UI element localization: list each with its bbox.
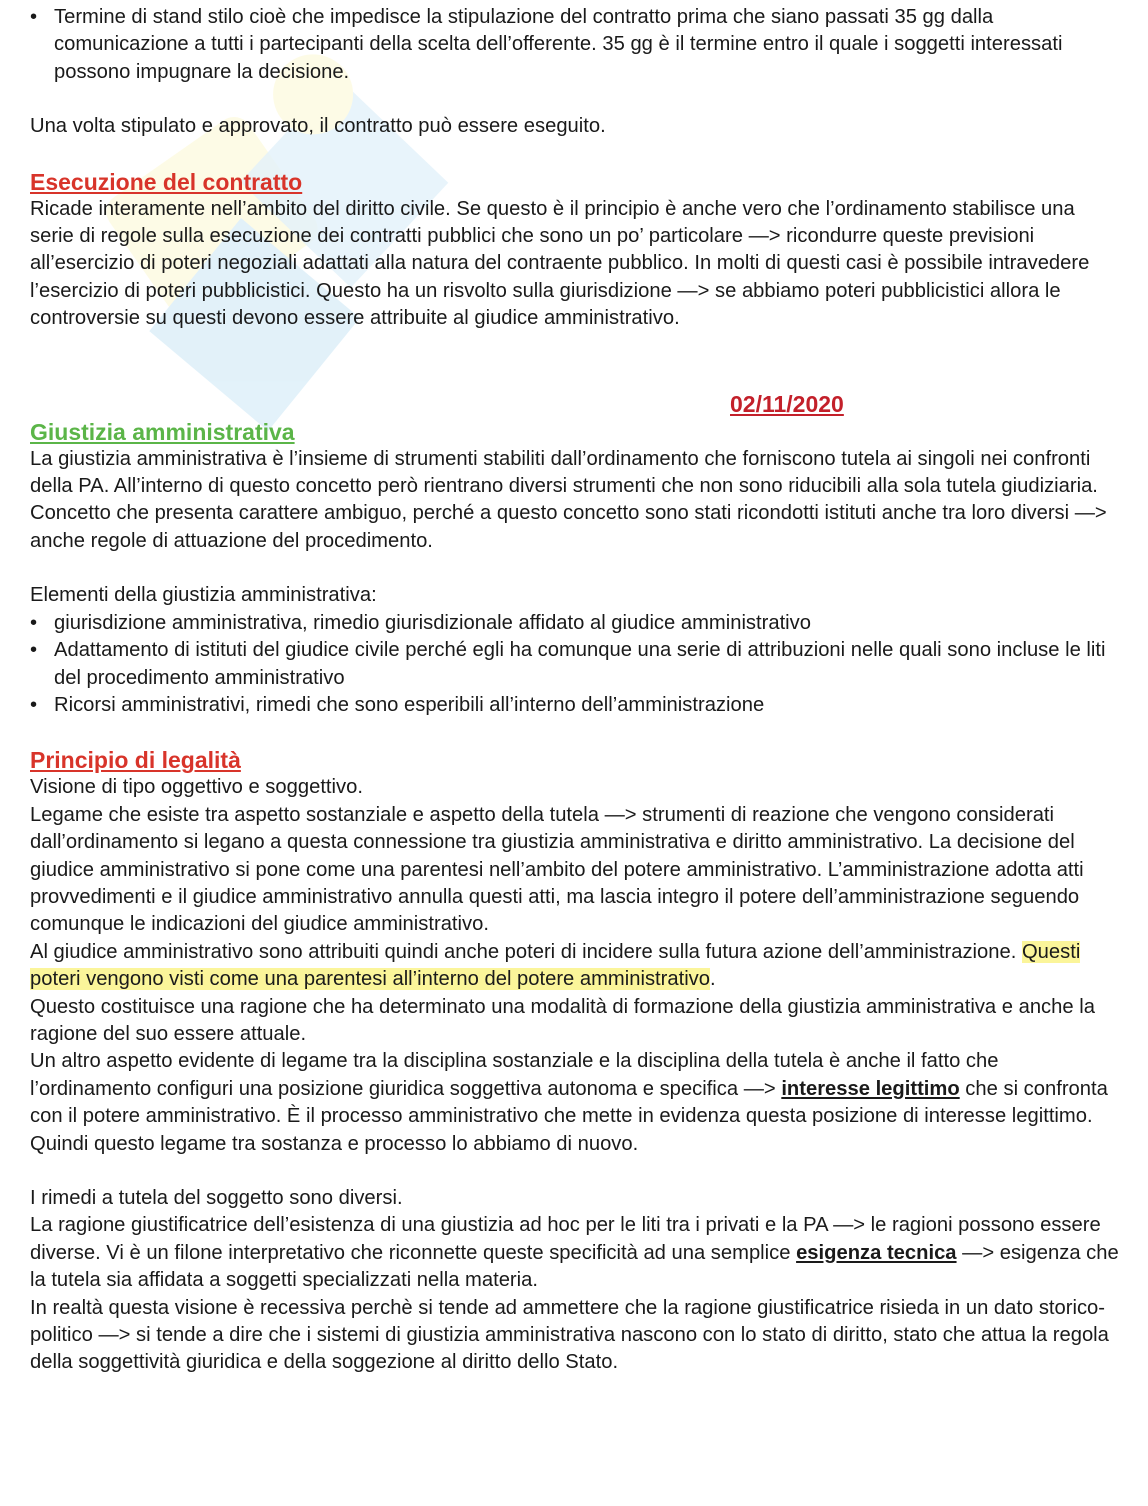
paragraph [30,1048,1120,1130]
text-run: Un altro aspetto evidente di legame tra la disciplina sostanziale e la disciplina della tutela è anche il fatto che l’ordinamento configuri una posizione giuridica soggettiva autonoma e specifica —> [30,1050,999,1100]
section-heading-legality: Principio di legalità [30,747,241,774]
paragraph: Ricade interamente nell’ambito del diritto civile. Se questo è il principio è anche vero che l’ordinamento stabilisce una serie di regole sulla esecuzione dei contratti pubblici che sono un po’ particolare —> ricondurre queste previsioni all’esercizio di poteri negoziali adattati alla natura del contraente pubblico. In molti di questi casi è possibile intravedere l’esercizio di poteri pubblicistici. Questo ha un risvolto sulla giurisdizione —> se abbiamo poteri pubblicistici allora le controversie su questi devono essere attribuite al giudice amministrativo. [30,197,1090,330]
section-heading-justice: Giustizia amministrativa [30,418,295,445]
list-item: • giurisdizione amministrativa, rimedio giurisdizionale affidato al giudice amministrativo [30,610,1120,637]
text-run: —> esigenza che la tutela sia affidata a soggetti specializzati nella materia. [30,1241,1119,1292]
paragraph: La giustizia amministrativa è l’insieme di strumenti stabiliti dall’ordinamento che forniscono tutela ai singoli nei confronti della PA. All’interno di questo concetto però rientrano diversi strumenti che non sono riducibili alla sola tutela giudiziaria. [30,447,1098,498]
paragraph: Concetto che presenta carattere ambiguo, perché a questo concetto sono stati ricondotti istituti anche tra loro diversi —> anche regole di attuazione del procedimento. [30,502,1107,552]
paragraph [30,1212,1120,1294]
list-item: • Adattamento di istituti del giudice civile perché egli ha comunque una serie di attribuzioni nelle quali sono incluse le liti del procedimento amministrativo [30,637,1120,692]
paragraph: Visione di tipo oggettivo e soggettivo. [30,776,363,799]
key-term-interesse-legittimo: interesse legittimo [781,1077,960,1100]
highlighted-text: Questi poteri vengono visti come una parentesi all’interno del potere amministrativo [30,940,1081,991]
paragraph: Quindi questo legame tra sostanza e processo lo abbiamo di nuovo. [30,1132,639,1155]
paragraph: Una volta stipulato e approvato, il contratto può essere eseguito. [30,115,606,138]
paragraph: Elementi della giustizia amministrativa: [30,584,377,607]
paragraph: In realtà questa visione è recessiva perchè si tende ad ammettere che la ragione giustificatrice risieda in un dato storico-politico —> si tende a dire che i sistemi di giustizia amministrativa nascono con lo stato di diritto, stato che attua la regola della soggettività giuridica e della soggezione al diritto dello Stato. [30,1296,1109,1374]
text-run: La ragione giustificatrice dell’esistenza di una giustizia ad hoc per le liti tra i privati e la PA —> le ragioni possono essere diverse. Vi è un filone interpretativo che riconnette queste specificità ad una semplice [30,1214,1101,1264]
key-term-esigenza-tecnica: esigenza tecnica [796,1241,957,1264]
paragraph: Questo costituisce una ragione che ha determinato una modalità di formazione della giustizia amministrativa e anche la ragione del suo essere attuale. [30,995,1095,1045]
list-item: • Termine di stand stilo cioè che impedisce la stipulazione del contratto prima che siano passati 35 gg dalla comunicazione a tutti i partecipanti della scelta dell’offerente. 35 gg è il termine entro il quale i soggetti interessati possono impugnare la decisione. [30,4,1120,86]
text-run: Al giudice amministrativo sono attribuiti quindi anche poteri di incidere sulla futura azione dell’amministrazione. [30,940,1022,963]
text-run: che si confronta con il potere amministrativo. È il processo amministrativo che mette in evidenza questa posizione di interesse legittimo. [30,1077,1108,1128]
elements-list [30,610,1120,720]
paragraph: I rimedi a tutela del soggetto sono diversi. [30,1187,403,1209]
paragraph: Legame che esiste tra aspetto sostanziale e aspetto della tutela —> strumenti di reazione che vengono considerati dall’ordinamento si legano a questa connessione tra giustizia amministrativa e diritto amministrativo. La decisione del giudice amministrativo si pone come una parentesi nell’ambito del potere amministrativo. L’amministrazione adotta atti provvedimenti e il giudice amministrativo annulla questi atti, ma lascia integro il potere dell’amministrazione seguendo comunque le indicazioni del giudice amministrativo. [30,803,1084,936]
intro-bullet-list [30,4,1120,86]
text-run: . [710,968,716,991]
paragraph [30,939,1120,994]
section-heading-execution: Esecuzione del contratto [30,168,303,195]
list-item: • Ricorsi amministrativi, rimedi che sono esperibili all’interno dell’amministrazione [30,692,1120,719]
lecture-date: 02/11/2020 [730,390,844,417]
